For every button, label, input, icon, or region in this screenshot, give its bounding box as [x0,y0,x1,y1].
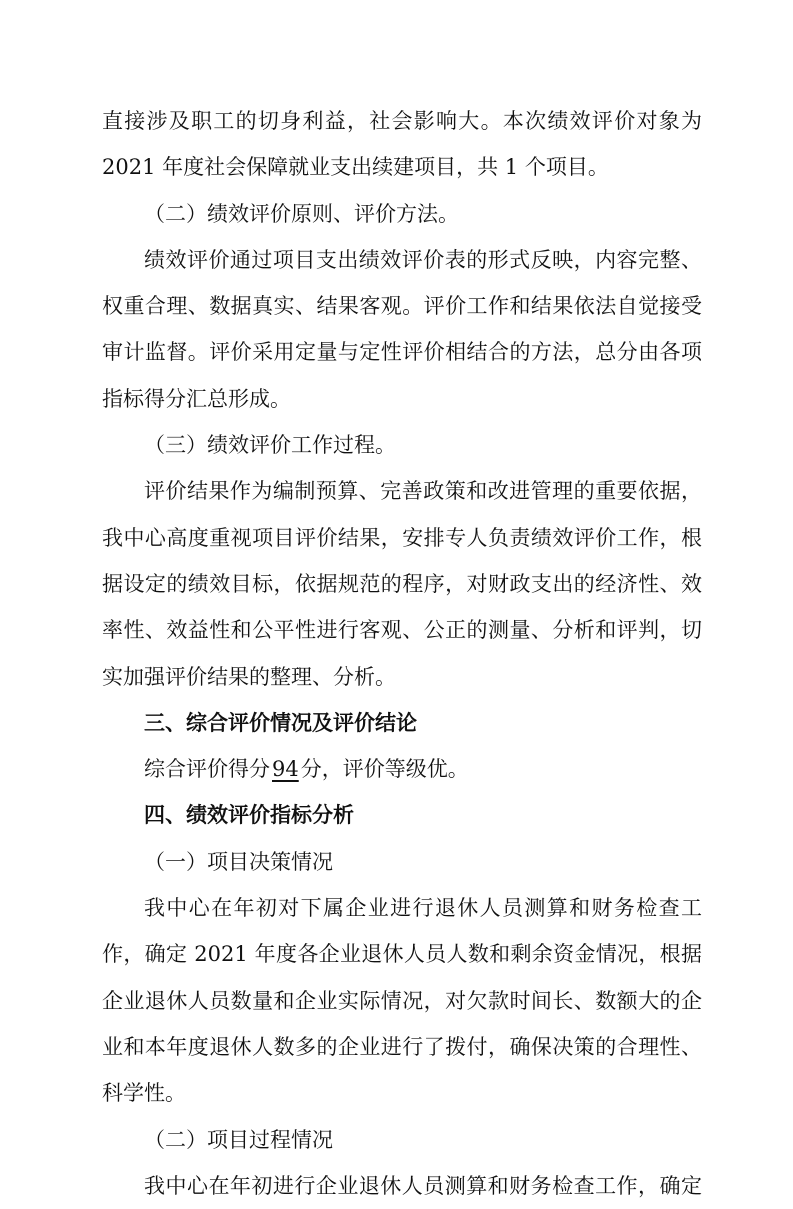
score-line [102,746,702,792]
subsection-heading: （二）项目过程情况 [144,1127,333,1152]
text-line: 审计监督。评价采用定量与定性评价相结合的方法，总分由各项 [102,340,702,365]
score-suffix: 分，评价等级优。 [300,757,469,782]
subsection-heading: （二）绩效评价原则、评价方法。 [144,201,459,226]
text-line: 绩效评价通过项目支出绩效评价表的形式反映，内容完整、 [144,247,702,272]
text-line: 2021 年度社会保障就业支出续建项目，共 1 个项目。 [102,155,609,180]
text-line: 实加强评价结果的整理、分析。 [102,664,396,689]
text-line: 据设定的绩效目标，依据规范的程序，对财政支出的经济性、效 [102,571,702,596]
section-heading: 四、绩效评价指标分析 [144,803,354,828]
text-line: 权重合理、数据真实、结果客观。评价工作和结果依法自觉接受 [102,294,702,319]
text-line: 业和本年度退休人数多的企业进行了拨付，确保决策的合理性、 [102,1034,702,1059]
score-prefix: 综合评价得分 [144,757,270,782]
text-line: 科学性。 [102,1081,186,1106]
text-line: 我中心高度重视项目评价结果，安排专人负责绩效评价工作，根 [102,525,702,550]
text-line: 评价结果作为编制预算、完善政策和改进管理的重要依据， [144,479,702,504]
score-value: 94 [272,757,299,782]
text-line: 企业退休人员数量和企业实际情况，对欠款时间长、数额大的企 [102,988,702,1013]
subsection-heading: （三）绩效评价工作过程。 [144,433,396,458]
text-line: 直接涉及职工的切身利益，社会影响大。本次绩效评价对象为 [102,109,702,133]
text-line: 率性、效益性和公平性进行客观、公正的测量、分析和评判，切 [102,618,702,643]
text-line: 指标得分汇总形成。 [102,386,291,411]
section-heading: 三、综合评价情况及评价结论 [144,710,417,735]
subsection-heading: （一）项目决策情况 [144,849,333,874]
text-line: 我中心在年初对下属企业进行退休人员测算和财务检查工 [144,896,702,921]
document-body [102,98,702,1209]
text-line: 我中心在年初进行企业退休人员测算和财务检查工作，确定 [144,1173,702,1198]
text-line: 作，确定 2021 年度各企业退休人员人数和剩余资金情况，根据 [102,942,702,967]
